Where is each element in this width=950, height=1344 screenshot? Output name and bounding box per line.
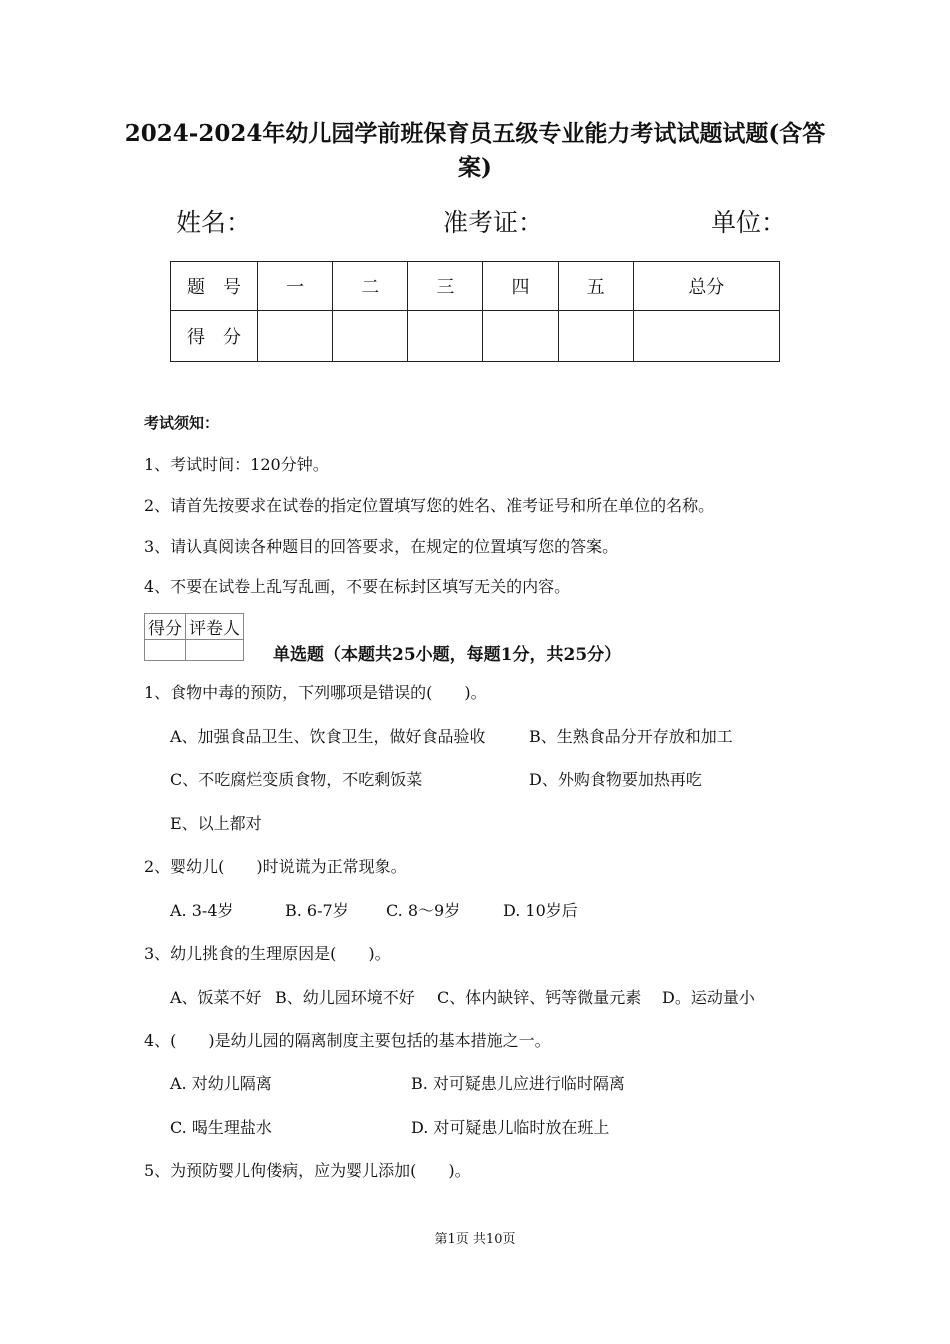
score-cell[interactable] xyxy=(333,311,408,362)
score-cell[interactable] xyxy=(258,311,333,362)
question-option: C、不吃腐烂变质食物，不吃剩饭菜 xyxy=(170,770,423,789)
notice-item: 4、不要在试卷上乱写乱画，不要在标封区填写无关的内容。 xyxy=(144,577,571,596)
question-option: A. 对幼儿隔离 xyxy=(170,1074,272,1093)
question-option: C、体内缺锌、钙等微量元素 xyxy=(437,988,642,1007)
notice-item: 3、请认真阅读各种题目的回答要求，在规定的位置填写您的答案。 xyxy=(144,537,619,556)
question-option: A、加强食品卫生、饮食卫生，做好食品验收 xyxy=(170,727,486,746)
question-option: C. 8～9岁 xyxy=(386,901,461,920)
score-header-cell: 三 xyxy=(408,262,483,311)
question-stem: 1、食物中毒的预防，下列哪项是错误的( )。 xyxy=(144,683,487,702)
name-label: 姓名： xyxy=(176,208,252,237)
score-cell[interactable] xyxy=(558,311,633,362)
notice-item: 1、考试时间：120分钟。 xyxy=(144,455,329,474)
score-cell[interactable] xyxy=(633,311,779,362)
score-header-cell: 题 号 xyxy=(171,262,258,311)
grader-score-cell[interactable] xyxy=(145,640,186,661)
question-option: B. 6-7岁 xyxy=(285,901,349,920)
score-header-cell: 二 xyxy=(333,262,408,311)
score-cell[interactable] xyxy=(408,311,483,362)
score-header-cell: 四 xyxy=(483,262,558,311)
score-header-cell: 总分 xyxy=(633,262,779,311)
grader-box xyxy=(144,613,244,661)
grader-name-cell[interactable] xyxy=(186,640,244,661)
question-option: D、外购食物要加热再吃 xyxy=(529,770,702,789)
score-table-score-row xyxy=(171,311,780,362)
score-cell[interactable] xyxy=(483,311,558,362)
question-option: A、饭菜不好 xyxy=(170,988,262,1007)
doc-title-line2: 案) xyxy=(458,154,492,181)
score-table xyxy=(170,261,780,362)
question-option: C. 喝生理盐水 xyxy=(170,1118,272,1137)
notice-item: 2、请首先按要求在试卷的指定位置填写您的姓名、准考证号和所在单位的名称。 xyxy=(144,496,715,515)
question-option: A. 3-4岁 xyxy=(170,901,234,920)
grader-name-label: 评卷人 xyxy=(186,614,244,640)
question-option: B、生熟食品分开存放和加工 xyxy=(529,727,733,746)
grader-score-label: 得分 xyxy=(145,614,186,640)
question-option: D。运动量小 xyxy=(662,988,755,1007)
question-stem: 2、婴幼儿( )时说谎为正常现象。 xyxy=(144,857,407,876)
page-footer: 第1页 共10页 xyxy=(434,1232,516,1247)
question-option: B、幼儿园环境不好 xyxy=(275,988,415,1007)
notice-heading: 考试须知： xyxy=(144,414,220,432)
score-header-cell: 一 xyxy=(258,262,333,311)
question-stem: 3、幼儿挑食的生理原因是( )。 xyxy=(144,944,391,963)
question-stem: 5、为预防婴儿佝偻病，应为婴儿添加( )。 xyxy=(144,1161,471,1180)
doc-title-line1: 2024-2024年幼儿园学前班保育员五级专业能力考试试题试题(含答 xyxy=(124,120,826,147)
question-option: D. 10岁后 xyxy=(503,901,578,920)
score-table-header-row xyxy=(171,262,780,311)
score-row-label: 得 分 xyxy=(171,311,258,362)
unit-label: 单位： xyxy=(711,208,787,237)
question-option: E、以上都对 xyxy=(170,814,262,833)
section-title: 单选题（本题共25小题，每题1分，共25分） xyxy=(273,645,622,665)
score-header-cell: 五 xyxy=(558,262,633,311)
question-option: B. 对可疑患儿应进行临时隔离 xyxy=(411,1074,625,1093)
question-option: D. 对可疑患儿临时放在班上 xyxy=(411,1118,610,1137)
exam-id-label: 准考证： xyxy=(443,208,544,237)
question-stem: 4、( )是幼儿园的隔离制度主要包括的基本措施之一。 xyxy=(144,1031,551,1050)
